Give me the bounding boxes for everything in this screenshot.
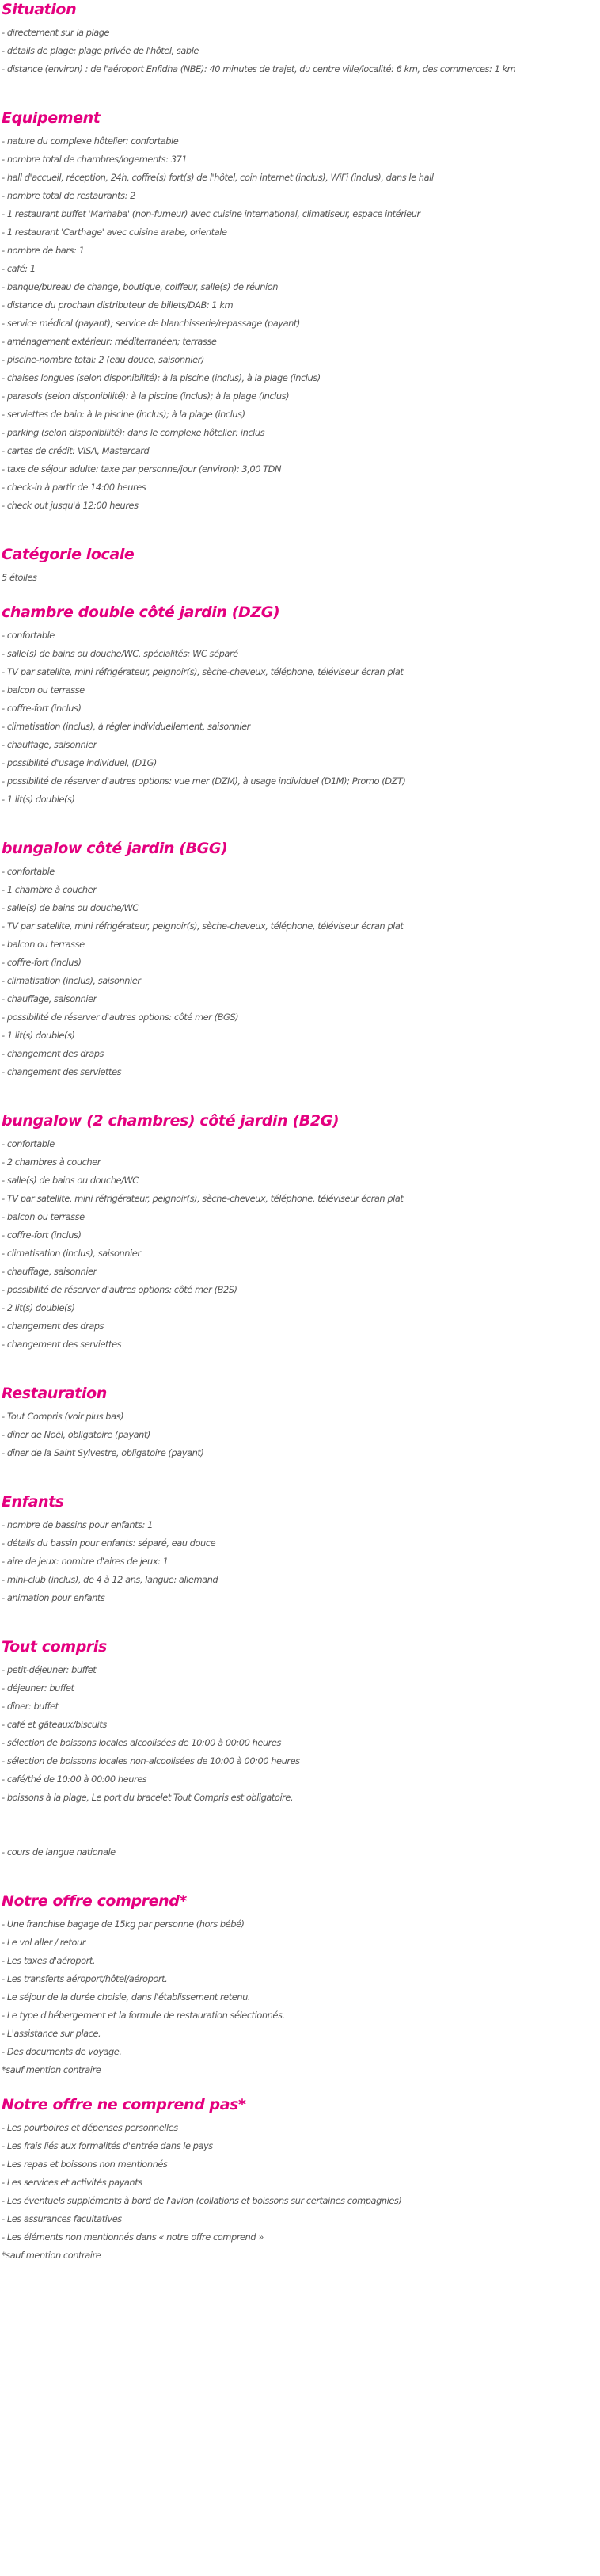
section-title: Notre offre ne comprend pas* — [2, 2096, 246, 2113]
line-item: - chaises longues (selon disponibilité): à la piscine (inclus), à la plage (inclus) — [2, 372, 321, 383]
line-item: - changement des draps — [2, 1048, 104, 1059]
line-item: - salle(s) de bains ou douche/WC — [2, 1175, 139, 1186]
line-item: - chauffage, saisonnier — [2, 993, 97, 1004]
line-item: - boissons à la plage, Le port du bracelet Tout Compris est obligatoire. — [2, 1792, 294, 1803]
line-item: - distance (environ) : de l'aéroport Enfidha (NBE): 40 minutes de trajet, du centre ville/localité: 6 km, des commerces: 1 km — [2, 63, 516, 74]
line-item: - sélection de boissons locales alcoolisées de 10:00 à 00:00 heures — [2, 1737, 281, 1748]
line-item: - détails du bassin pour enfants: séparé, eau douce — [2, 1538, 216, 1549]
line-item: - Les éventuels suppléments à bord de l'avion (collations et boissons sur certaines compagnies) — [2, 2195, 402, 2206]
line-item: - possibilité de réserver d'autres options: vue mer (DZM), à usage individuel (D1M); Promo (DZT) — [2, 775, 406, 787]
line-item: - Le séjour de la durée choisie, dans l'établissement retenu. — [2, 1991, 251, 2002]
footnote: *sauf mention contraire — [2, 2064, 101, 2075]
section-title: Restauration — [2, 1385, 107, 1402]
line-item: - Le type d'hébergement et la formule de restauration sélectionnés. — [2, 2010, 285, 2021]
line-item: - café/thé de 10:00 à 00:00 heures — [2, 1774, 147, 1785]
line-item: - possibilité de réserver d'autres options: côté mer (B2S) — [2, 1284, 237, 1295]
line-item: - parasols (selon disponibilité): à la piscine (inclus); à la plage (inclus) — [2, 391, 290, 402]
section-title: Catégorie locale — [2, 546, 135, 563]
line-item: - parking (selon disponibilité): dans le complexe hôtelier: inclus — [2, 427, 265, 438]
line-item: - nombre total de chambres/logements: 371 — [2, 154, 188, 165]
line-item: - café: 1 — [2, 263, 36, 274]
section-title: Enfants — [2, 1493, 64, 1511]
line-item: - Les repas et boissons non mentionnés — [2, 2159, 168, 2170]
line-item: - possibilité d'usage individuel, (D1G) — [2, 757, 157, 768]
line-item: - possibilité de réserver d'autres options: côté mer (BGS) — [2, 1012, 239, 1023]
line-item: - salle(s) de bains ou douche/WC, spécialités: WC séparé — [2, 648, 238, 659]
line-item: - changement des serviettes — [2, 1339, 122, 1350]
section-title: bungalow côté jardin (BGG) — [2, 840, 228, 857]
line-item: - Les taxes d'aéroport. — [2, 1955, 96, 1966]
line-item: - petit-déjeuner: buffet — [2, 1664, 97, 1675]
blank-line — [2, 1825, 598, 1843]
section-title: Notre offre comprend* — [2, 1892, 187, 1910]
section-title: Equipement — [2, 109, 101, 127]
line-item: - coffre-fort (inclus) — [2, 1229, 82, 1240]
section-room-dzg — [2, 603, 598, 809]
line-item: - Tout Compris (voir plus bas) — [2, 1411, 124, 1422]
line-item: - 1 restaurant buffet 'Marhaba' (non-fumeur) avec cuisine international, climatiseur, espace intérieur — [2, 208, 420, 219]
line-item: - mini-club (inclus), de 4 à 12 ans, langue: allemand — [2, 1574, 218, 1585]
line-item: - changement des draps — [2, 1320, 104, 1332]
line-item: - dîner de la Saint Sylvestre, obligatoire (payant) — [2, 1447, 204, 1458]
section-title: Situation — [2, 1, 77, 18]
line-item: - banque/bureau de change, boutique, coiffeur, salle(s) de réunion — [2, 281, 279, 292]
section-situation — [2, 0, 598, 78]
section-tout-compris — [2, 1637, 598, 1862]
line-item: - Les transferts aéroport/hôtel/aéroport. — [2, 1973, 168, 1984]
line-item: - balcon ou terrasse — [2, 939, 85, 950]
line-item: - climatisation (inclus), saisonnier — [2, 1248, 141, 1259]
section-room-b2g — [2, 1111, 598, 1354]
line-item: - confortable — [2, 630, 55, 641]
line-item: - Le vol aller / retour — [2, 1937, 85, 1948]
line-item: - 1 restaurant 'Carthage' avec cuisine arabe, orientale — [2, 227, 227, 238]
line-item: - dîner de Noël, obligatoire (payant) — [2, 1429, 150, 1440]
section-restauration — [2, 1384, 598, 1462]
line-item: - 2 lit(s) double(s) — [2, 1302, 75, 1313]
line-item: - check out jusqu'à 12:00 heures — [2, 500, 139, 511]
section-lines — [2, 1408, 598, 1462]
section-lines — [2, 569, 598, 587]
line-item: - nombre de bassins pour enfants: 1 — [2, 1519, 153, 1530]
line-item: - serviettes de bain: à la piscine (inclus); à la plage (inclus) — [2, 409, 245, 420]
line-item: - 1 lit(s) double(s) — [2, 794, 75, 805]
line-item: - Les pourboires et dépenses personnelles — [2, 2122, 178, 2133]
line-item: - café et gâteaux/biscuits — [2, 1719, 107, 1730]
section-equipement — [2, 109, 598, 515]
line-item: - coffre-fort (inclus) — [2, 703, 82, 714]
line-item: - déjeuner: buffet — [2, 1682, 74, 1694]
line-item: - service médical (payant); service de blanchisserie/repassage (payant) — [2, 318, 300, 329]
line-item: - chauffage, saisonnier — [2, 1266, 97, 1277]
line-item: - nombre total de restaurants: 2 — [2, 190, 135, 201]
section-title: chambre double côté jardin (DZG) — [2, 604, 280, 621]
line-item: - TV par satellite, mini réfrigérateur, peignoir(s), sèche-cheveux, téléphone, téléviseur écran plat — [2, 666, 404, 677]
section-title: bungalow (2 chambres) côté jardin (B2G) — [2, 1112, 340, 1130]
line-item: - 2 chambres à coucher — [2, 1157, 101, 1168]
line-item: - coffre-fort (inclus) — [2, 957, 82, 968]
section-lines — [2, 1661, 598, 1862]
section-lines — [2, 627, 598, 809]
section-offre-comprend — [2, 1892, 598, 2079]
line-item: - Les éléments non mentionnés dans « notre offre comprend » — [2, 2231, 264, 2243]
line-item: - Les assurances facultatives — [2, 2213, 122, 2224]
line-item: - animation pour enfants — [2, 1592, 105, 1603]
line-item: - chauffage, saisonnier — [2, 739, 97, 750]
line-item: - balcon ou terrasse — [2, 684, 85, 695]
line-item: - salle(s) de bains ou douche/WC — [2, 902, 139, 913]
section-enfants — [2, 1492, 598, 1607]
section-categorie-locale — [2, 545, 598, 587]
line-item: - TV par satellite, mini réfrigérateur, peignoir(s), sèche-cheveux, téléphone, téléviseur écran plat — [2, 1193, 404, 1204]
line-item: - climatisation (inclus), saisonnier — [2, 975, 141, 986]
line-item: - aménagement extérieur: méditerranéen; terrasse — [2, 336, 217, 347]
line-item: - nombre de bars: 1 — [2, 245, 85, 256]
section-lines — [2, 863, 598, 1081]
section-lines — [2, 24, 598, 78]
line-item: - climatisation (inclus), à régler individuellement, saisonnier — [2, 721, 250, 732]
line-item: - directement sur la plage — [2, 27, 110, 38]
line-item: - 1 lit(s) double(s) — [2, 1030, 75, 1041]
line-item: - balcon ou terrasse — [2, 1211, 85, 1222]
line-item: - check-in à partir de 14:00 heures — [2, 482, 146, 493]
footnote: *sauf mention contraire — [2, 2250, 101, 2261]
line-item: - cartes de crédit: VISA, Mastercard — [2, 445, 150, 456]
line-item: - dîner: buffet — [2, 1701, 59, 1712]
line-item: - sélection de boissons locales non-alcoolisées de 10:00 à 00:00 heures — [2, 1755, 300, 1766]
line-item: - Les frais liés aux formalités d'entrée dans le pays — [2, 2140, 213, 2151]
section-lines — [2, 1915, 598, 2079]
section-lines — [2, 1135, 598, 1354]
line-item: - Les services et activités payants — [2, 2177, 142, 2188]
section-offre-ne-comprend-pas — [2, 2095, 598, 2265]
line-item: - détails de plage: plage privée de l'hôtel, sable — [2, 45, 199, 56]
line-item: - piscine-nombre total: 2 (eau douce, saisonnier) — [2, 354, 204, 365]
section-lines — [2, 2119, 598, 2265]
line-item: - changement des serviettes — [2, 1066, 122, 1077]
line-item: - aire de jeux: nombre d'aires de jeux: 1 — [2, 1556, 169, 1567]
line-item: - nature du complexe hôtelier: confortable — [2, 135, 179, 147]
line-item: - distance du prochain distributeur de billets/DAB: 1 km — [2, 299, 234, 311]
section-lines — [2, 1516, 598, 1607]
line-item: - L'assistance sur place. — [2, 2028, 101, 2039]
star-rating-text: 5 étoiles — [2, 572, 37, 583]
line-item: - confortable — [2, 866, 55, 877]
line-item: - hall d'accueil, réception, 24h, coffre(s) fort(s) de l'hôtel, coin internet (inclus), WiFi (inclus), dans le hall — [2, 172, 434, 183]
line-item: - confortable — [2, 1138, 55, 1149]
blank-line — [2, 1807, 598, 1825]
line-item: - 1 chambre à coucher — [2, 884, 97, 895]
section-title: Tout compris — [2, 1638, 107, 1656]
line-item: - TV par satellite, mini réfrigérateur, peignoir(s), sèche-cheveux, téléphone, téléviseur écran plat — [2, 920, 404, 932]
section-room-bgg — [2, 839, 598, 1081]
line-item: - taxe de séjour adulte: taxe par personne/jour (environ): 3,00 TDN — [2, 463, 282, 474]
section-lines — [2, 132, 598, 515]
line-item: - cours de langue nationale — [2, 1846, 116, 1858]
line-item: - Des documents de voyage. — [2, 2046, 122, 2057]
line-item: - Une franchise bagage de 15kg par personne (hors bébé) — [2, 1919, 245, 1930]
